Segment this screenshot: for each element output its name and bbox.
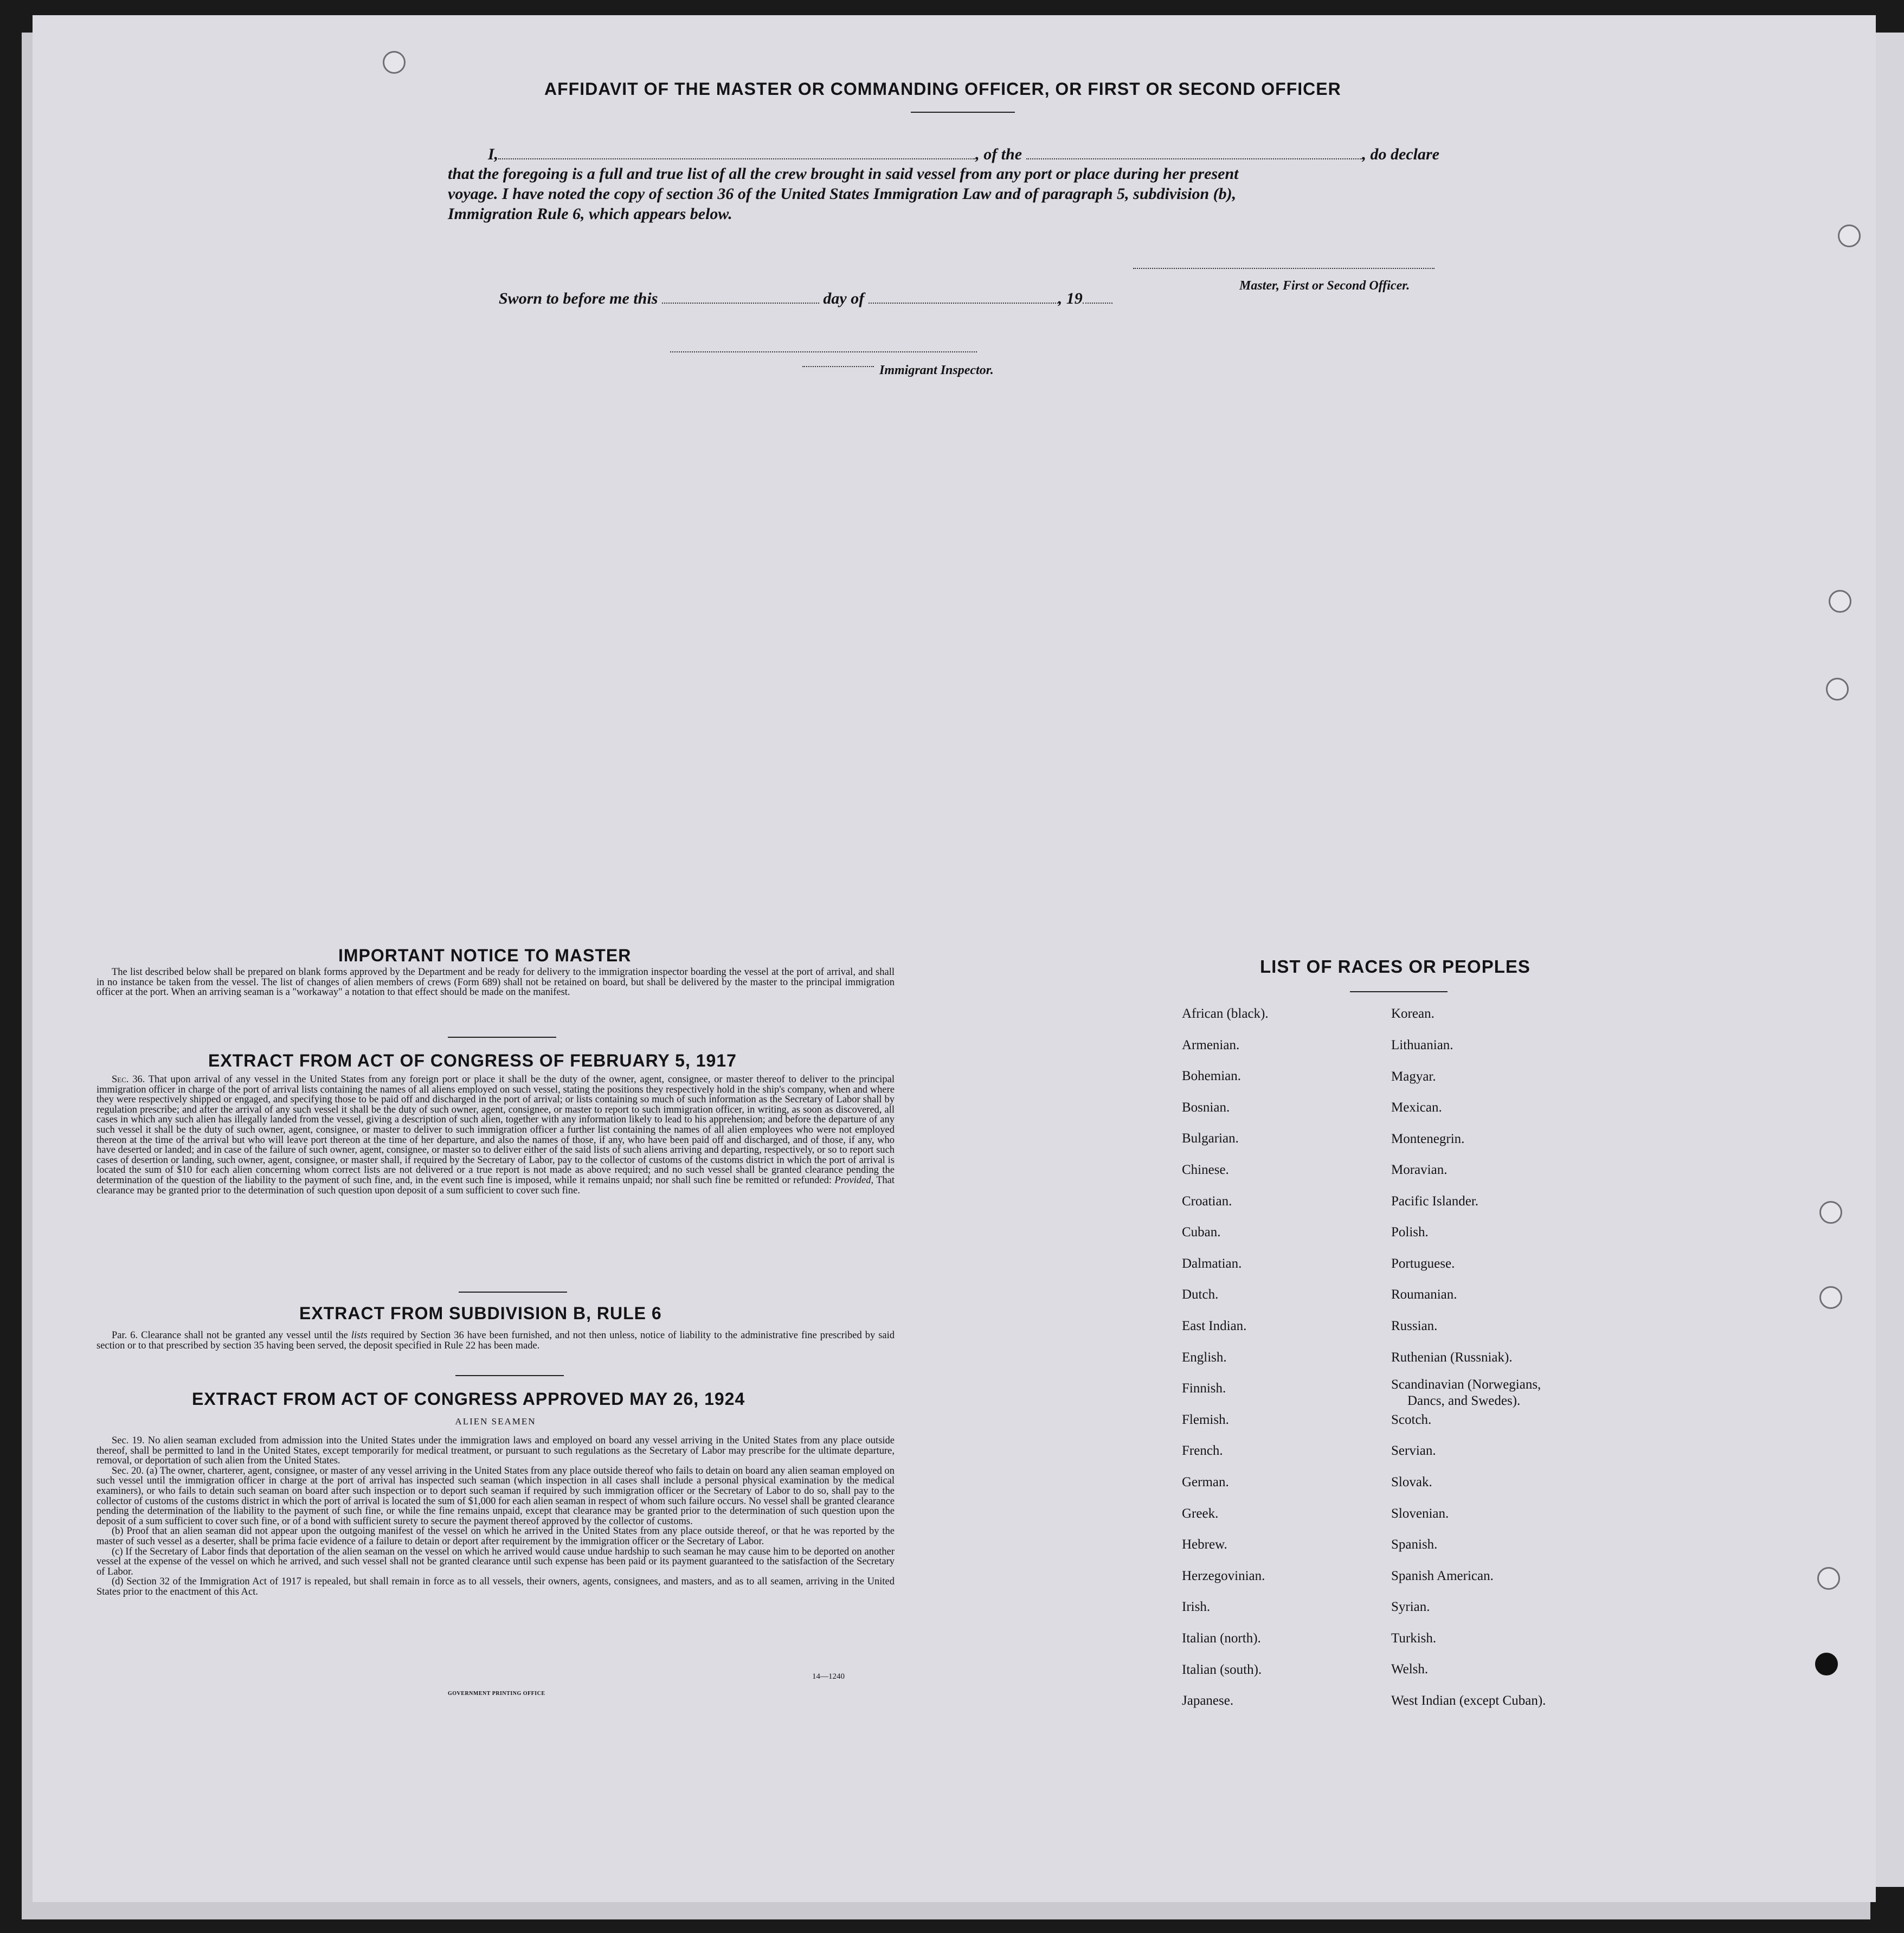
race-item: Pacific Islander. xyxy=(1391,1194,1479,1209)
races-title-rule xyxy=(1350,991,1448,992)
race-item: German. xyxy=(1182,1475,1229,1489)
race-item: Japanese. xyxy=(1182,1693,1234,1709)
race-item: Syrian. xyxy=(1391,1600,1430,1614)
race-item: Irish. xyxy=(1182,1600,1211,1615)
races-title: LIST OF RACES OR PEOPLES xyxy=(1260,956,1530,977)
affidavit-body-line-2: voyage. I have noted the copy of section 36 of the United States Immigration Law and of paragraph 5, subdivision (b), xyxy=(448,185,1237,203)
sworn-day-field[interactable] xyxy=(662,303,819,304)
race-item: Dalmatian. xyxy=(1182,1256,1242,1271)
race-item: Bohemian. xyxy=(1182,1069,1242,1084)
sec20a-text: Sec. 20. (a) The owner, charterer, agent, consignee, or master of any vessel arriving in the United States from any place outside thereof who fails to detain on board any alien seaman employed on such vessel until the immigration officer in charge at the port of arrival has inspected such seaman (which inspection in all cases shall include a personal physical examination by the medical examiners), or who fails to detain such seaman on board after such inspection or to deport such seaman if required by such immigration officer or the Secretary of Labor to do so, shall pay to the collector of customs of the customs district in which the port of arrival is located the sum of $1,000 for each alien seaman in respect of whom such failure occurs. No vessel shall be granted clearance pending the determination of the liability to the payment of such fine, or while the fine remains unpaid, except that clearance may be granted prior to the determination of such question upon the deposit of a sum sufficient to cover such fine, or of a bond with sufficient surety to secure the payment thereof approved by the collector of customs. xyxy=(97,1465,895,1527)
binder-hole-icon xyxy=(1815,1653,1838,1675)
race-item: Servian. xyxy=(1391,1443,1436,1458)
inspector-signature-field[interactable] xyxy=(670,351,977,352)
sec19-text: Sec. 19. No alien seaman excluded from admission into the United States under the immigration laws and employed on board any vessel arriving in the United States from any place outside thereof, shall be permitted to land in the United States, except temporarily for medical treatment, or pursuant to such regulations as the Secretary of Labor may prescribe for the ultimate departure, removal, or deportation of such alien from the United States. xyxy=(97,1435,895,1467)
race-item: French. xyxy=(1182,1443,1223,1459)
race-item: Polish. xyxy=(1391,1225,1429,1240)
inspector-label: Immigrant Inspector. xyxy=(879,363,994,377)
affidavit-i-label: I, xyxy=(488,145,499,163)
race-item: Spanish. xyxy=(1391,1537,1438,1552)
notice-title: IMPORTANT NOTICE TO MASTER xyxy=(338,946,632,965)
binder-hole-icon xyxy=(1817,1567,1840,1590)
race-item: Scotch. xyxy=(1391,1412,1432,1427)
sec36-text: That upon arrival of any vessel in the United States from any foreign port or place it shall be the duty of the owner, agent, consignee, or master thereof to deliver to the principal immigration officer in charge of the port of arrival lists containing the names of all aliens employed on such vessel, stating the positions they respectively hold in the ship's company, when and where they were respectively shipped or engaged, and specifying those to be paid off and discharged in the port of arrival; or lists containing so much of such information as the Secretary of Labor shall by regulation prescribe; and after the arrival of any such vessel it shall be the duty of such owner, agent, consignee, or master to report to such immigration officer, in writing, as soon as discovered, all cases in which any such alien has illegally landed from the vessel, giving a description of such alien, together with any information likely to lead to his apprehension; and before the departure of any such vessel it shall be the duty of such owner, agent, consignee, or master to deliver to such immigration officer a further list containing the names of all alien employees who were not employed thereon at the time of the arrival but who will leave port thereon at the time of her departure, and also the names of those, if any, who have been paid off and discharged, and of those, if any, who have deserted or landed; and in case of the failure of such owner, agent, consignee, or master so to deliver either of the said lists of such aliens arriving and departing, respectively, or so to report such cases of desertion or landing, such owner, agent, consignee, or master shall, if required by the Secretary of Labor, pay to the collector of customs of the customs district in which the port of arrival is located the sum of $10 for each alien concerning whom correct lists are not delivered or a true report is not made as above required; and no such vessel shall be granted clearance pending the determination of the question of the liability to the payment of such fine, and, in the event such fine is imposed, while it remains unpaid; nor shall such fine be remitted or refunded: xyxy=(97,1074,895,1186)
race-item: Bulgarian. xyxy=(1182,1131,1239,1146)
notice-text: The list described below shall be prepared on blank forms approved by the Department and be ready for delivery to the immigration inspector boarding the vessel at the port of arrival, and shall in no instance be taken from the vessel. The list of changes of alien members of crews (Form 689) shall not be retained on board, but shall be delivered by the master to the principal immigration officer at the port. When an arriving seaman is a "workaway" a notation to that effect should be made on the manifest. xyxy=(97,967,895,998)
race-item: East Indian. xyxy=(1182,1319,1247,1333)
race-item: Welsh. xyxy=(1391,1662,1429,1677)
race-item: Italian (north). xyxy=(1182,1631,1261,1646)
alien-seamen-subtitle: ALIEN SEAMEN xyxy=(455,1416,536,1427)
race-item: West Indian (except Cuban). xyxy=(1391,1693,1546,1708)
race-item: Scandinavian (Norwegians, xyxy=(1391,1377,1541,1392)
race-item: Slovak. xyxy=(1391,1475,1432,1489)
race-item: Slovenian. xyxy=(1391,1506,1449,1521)
race-item: Korean. xyxy=(1391,1006,1435,1021)
title-rule xyxy=(911,112,1015,113)
race-item: Herzegovinian. xyxy=(1182,1568,1265,1583)
race-item: English. xyxy=(1182,1350,1227,1365)
sworn-year-field[interactable] xyxy=(1083,303,1112,304)
declarant-name-field[interactable] xyxy=(498,158,975,159)
sworn-line xyxy=(499,290,1112,308)
form-number: 14—1240 xyxy=(812,1672,845,1681)
sec36-text-end: That clearance may be granted prior to the determination of such question upon deposit of a sum sufficient to cover such fine. xyxy=(97,1174,895,1196)
sworn-label: Sworn to before me this xyxy=(499,290,658,307)
extract-1917-title: EXTRACT FROM ACT OF CONGRESS OF FEBRUARY 5, 1917 xyxy=(208,1051,737,1070)
race-item: Montenegrin. xyxy=(1391,1132,1465,1146)
race-item: Bosnian. xyxy=(1182,1100,1230,1115)
race-item: Armenian. xyxy=(1182,1037,1240,1052)
race-item: Chinese. xyxy=(1182,1163,1229,1177)
sec36-label: Sec. 36. xyxy=(112,1074,145,1085)
section-rule xyxy=(459,1292,567,1293)
day-of-label: day of xyxy=(823,290,865,307)
binder-hole-icon xyxy=(1819,1286,1842,1309)
affidavit-line-declarant xyxy=(488,145,1439,164)
race-item: Lithuanian. xyxy=(1391,1038,1453,1052)
race-item: Spanish American. xyxy=(1391,1569,1494,1583)
affidavit-of-the-label: , of the xyxy=(975,145,1022,163)
race-item: Turkish. xyxy=(1391,1631,1437,1646)
binder-hole-icon xyxy=(1826,678,1849,701)
race-item: Cuban. xyxy=(1182,1225,1221,1240)
race-item: Flemish. xyxy=(1182,1412,1229,1427)
section-rule xyxy=(448,1037,556,1038)
sec20c-text: (c) If the Secretary of Labor finds that deportation of the alien seaman on the vessel on which he arrived would cause undue hardship to such seaman he may cause him to be deported on another vessel at the expense of the vessel on which he arrived, and such vessel shall not be granted clearance until such expense has been paid or its payment guaranteed to the satisfaction of the Secretary of Labor. xyxy=(97,1546,895,1577)
race-item: Finnish. xyxy=(1182,1381,1226,1396)
binder-hole-icon xyxy=(383,51,406,74)
race-item: Moravian. xyxy=(1391,1163,1448,1177)
race-item: Greek. xyxy=(1182,1506,1219,1521)
extract-rule6-title: EXTRACT FROM SUBDIVISION B, RULE 6 xyxy=(299,1303,662,1323)
extract-1924-title: EXTRACT FROM ACT OF CONGRESS APPROVED MAY 26, 1924 xyxy=(192,1389,745,1409)
year-label: , 19 xyxy=(1058,290,1083,307)
race-item: Russian. xyxy=(1391,1319,1438,1333)
race-item: Hebrew. xyxy=(1182,1537,1227,1552)
affidavit-declare-label: , do declare xyxy=(1362,145,1439,163)
sworn-month-field[interactable] xyxy=(869,303,1058,304)
race-item: Mexican. xyxy=(1391,1100,1442,1115)
binder-hole-icon xyxy=(1819,1201,1842,1224)
race-item: Croatian. xyxy=(1182,1193,1232,1209)
section-rule xyxy=(455,1375,564,1376)
race-item: African (black). xyxy=(1182,1006,1269,1021)
provided-word: Provided, xyxy=(834,1174,874,1186)
affidavit-body-line-1: that the foregoing is a full and true list of all the crew brought in said vessel from any port or place during her present xyxy=(448,165,1239,183)
binder-hole-icon xyxy=(1829,590,1851,613)
extract-1924-text xyxy=(97,1436,895,1597)
extract-rule6-text xyxy=(97,1331,895,1351)
binder-hole-icon xyxy=(1838,224,1861,247)
race-item: Ruthenian (Russniak). xyxy=(1391,1350,1513,1365)
rule6-text-end: required by Section 36 have been furnished, and not then unless, notice of liability to the administrative fine prescribed by said section or to that prescribed by section 35 having been served, the deposit specified in Rule 22 has been made. xyxy=(97,1330,895,1351)
master-signature-field[interactable] xyxy=(1133,268,1435,269)
extract-1917-text xyxy=(97,1075,895,1196)
inspector-signature-dots xyxy=(802,366,874,367)
master-signature-label: Master, First or Second Officer. xyxy=(1239,279,1410,293)
race-item: Magyar. xyxy=(1391,1069,1436,1084)
sec20b-text: (b) Proof that an alien seaman did not appear upon the outgoing manifest of the vessel on which he arrived in the United States from any place outside thereof, or that he was reported by the master of such vessel as a deserter, shall be prima facie evidence of a failure to detain or deport after requirement by the immigration officer or the Secretary of Labor. xyxy=(97,1526,895,1547)
affidavit-title: AFFIDAVIT OF THE MASTER OR COMMANDING OFFICER, OR FIRST OR SECOND OFFICER xyxy=(544,79,1341,99)
race-item: Dutch. xyxy=(1182,1287,1219,1302)
race-item: Roumanian. xyxy=(1391,1287,1457,1302)
race-item: Italian (south). xyxy=(1182,1662,1262,1677)
vessel-name-field[interactable] xyxy=(1026,158,1362,159)
race-item: Dancs, and Swedes). xyxy=(1407,1393,1521,1408)
lists-word: lists xyxy=(351,1330,368,1341)
sec20d-text: (d) Section 32 of the Immigration Act of 1917 is repealed, but shall remain in force as to all vessels, their owners, agents, consignees, and masters, and as to all seamen, arriving in the United States prior to the enactment of this Act. xyxy=(97,1576,895,1597)
printer-imprint: GOVERNMENT PRINTING OFFICE xyxy=(448,1691,545,1697)
race-item: Portuguese. xyxy=(1391,1256,1455,1271)
affidavit-body-line-3: Immigration Rule 6, which appears below. xyxy=(448,205,732,223)
rule6-text: Par. 6. Clearance shall not be granted any vessel until the xyxy=(112,1330,351,1341)
